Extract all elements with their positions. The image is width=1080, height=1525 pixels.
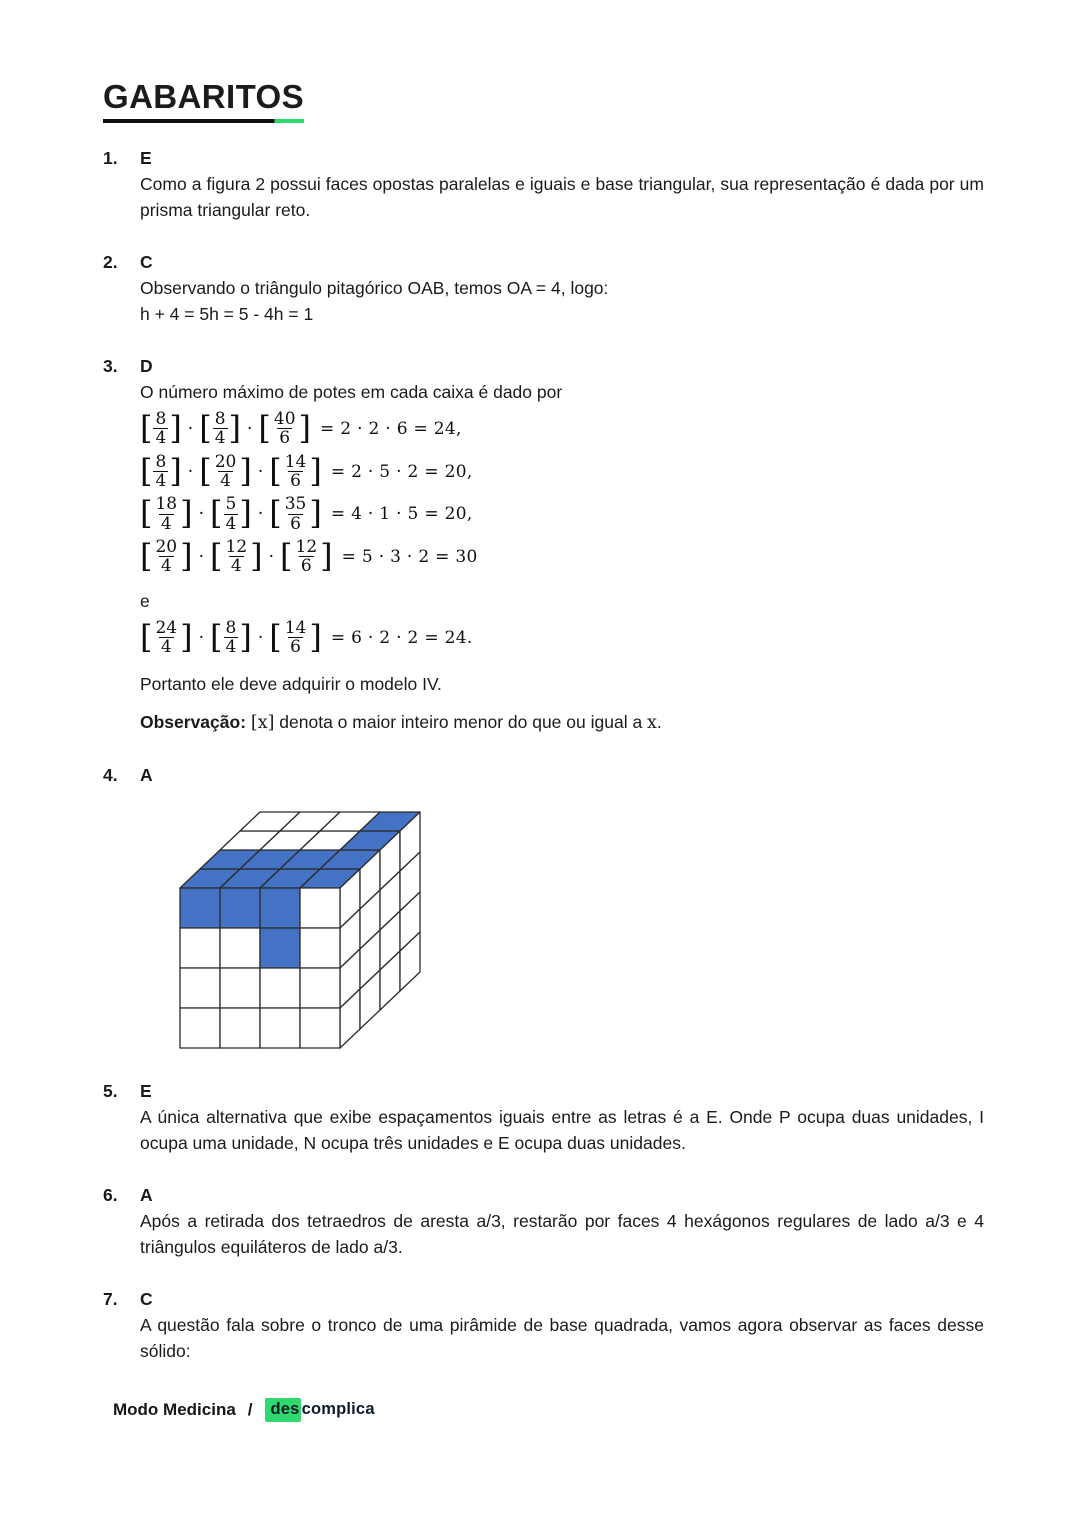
- cube-cell-front: [180, 928, 220, 968]
- fraction: [224, 538, 250, 576]
- cube-cell-front: [260, 928, 300, 968]
- cube-cell-front: [300, 968, 340, 1008]
- formula-line: [140, 410, 984, 448]
- answer-letter: C: [140, 1288, 153, 1309]
- multiplication-dot: ·: [257, 627, 264, 648]
- floor-bracket-open: [: [269, 617, 282, 656]
- numerator: 14: [284, 617, 307, 638]
- answer-item-6: [103, 1182, 984, 1260]
- answer-item-7: [103, 1286, 984, 1364]
- cube-cell-front: [180, 888, 220, 928]
- denominator: 4: [220, 471, 231, 492]
- fraction: [283, 453, 309, 491]
- answer-letter: C: [140, 251, 153, 272]
- floor-bracket-close: ]: [239, 451, 252, 490]
- cube-cell-front: [220, 928, 260, 968]
- denominator: 4: [160, 637, 172, 658]
- note-label: Observação:: [140, 711, 247, 732]
- cube-cell-front: [300, 1008, 340, 1048]
- fraction: [153, 619, 179, 657]
- cube-figure: [168, 800, 984, 1052]
- fraction: [153, 410, 168, 448]
- floor-bracket-close: ]: [320, 536, 333, 575]
- denominator: 6: [290, 637, 301, 658]
- denominator: 4: [160, 556, 172, 577]
- item-number: 1.: [103, 147, 118, 168]
- footer-separator: /: [247, 1400, 253, 1419]
- numerator: 8: [155, 408, 167, 429]
- floor-bracket-open: [: [258, 408, 271, 447]
- cube-cell-front: [300, 928, 340, 968]
- cube-figure-svg: [168, 800, 432, 1052]
- formula-line: [140, 619, 984, 657]
- answer-letter: A: [140, 764, 153, 785]
- cube-cell-front: [220, 968, 260, 1008]
- floor-bracket-open: [: [140, 536, 153, 575]
- denominator: 6: [279, 428, 291, 449]
- numerator: 35: [284, 494, 307, 515]
- floor-bracket-close: ]: [239, 617, 252, 656]
- formula-line: [140, 453, 984, 491]
- denominator: 4: [155, 471, 167, 492]
- denominator: 6: [290, 471, 301, 492]
- numerator: 8: [214, 408, 226, 429]
- fraction: [153, 495, 179, 533]
- floor-bracket-open: [: [140, 494, 153, 533]
- numerator: 20: [155, 537, 178, 558]
- cube-cell-front: [220, 1008, 260, 1048]
- answer-letter: A: [140, 1184, 153, 1205]
- item-number: 4.: [103, 764, 118, 785]
- numerator: 8: [155, 451, 167, 472]
- denominator: 4: [155, 428, 167, 449]
- numerator: 18: [155, 494, 178, 515]
- denominator: 4: [160, 513, 172, 534]
- formula-result: = 5 · 3 · 2 = 30: [341, 546, 478, 567]
- formula-list-final: [140, 619, 984, 657]
- floor-bracket-close: ]: [309, 494, 322, 533]
- note-text: denota o maior inteiro menor do que ou igual a: [274, 711, 648, 732]
- multiplication-dot: ·: [198, 546, 205, 567]
- floor-bracket-close: ]: [228, 408, 241, 447]
- formula-line: [140, 538, 984, 576]
- denominator: 6: [300, 556, 312, 577]
- floor-bracket-close: ]: [169, 408, 182, 447]
- fraction: [153, 453, 168, 491]
- cube-cell-front: [260, 888, 300, 928]
- answer-item-3: [103, 353, 984, 736]
- answer-letter: E: [140, 147, 152, 168]
- denominator: 4: [225, 513, 237, 534]
- page-footer: [113, 1398, 375, 1422]
- floor-bracket-close: ]: [180, 536, 193, 575]
- fraction: [224, 619, 239, 657]
- note-floor-x: [x]: [250, 712, 275, 733]
- item-number: 3.: [103, 355, 118, 376]
- floor-bracket-open: [: [210, 617, 223, 656]
- numerator: 20: [214, 451, 237, 472]
- multiplication-dot: ·: [247, 418, 253, 439]
- denominator: 4: [230, 556, 242, 577]
- floor-bracket-close: ]: [309, 617, 322, 656]
- answer-letter: E: [140, 1080, 152, 1101]
- floor-bracket-open: [: [210, 536, 223, 575]
- fraction: [224, 495, 239, 533]
- multiplication-dot: ·: [268, 546, 275, 567]
- fraction: [272, 410, 298, 448]
- floor-bracket-close: ]: [250, 536, 263, 575]
- numerator: 8: [225, 617, 237, 638]
- formula-result: = 2 · 5 · 2 = 20,: [330, 461, 473, 482]
- descomplica-logo: [265, 1398, 375, 1422]
- floor-bracket-open: [: [280, 536, 293, 575]
- cube-cell-front: [260, 1008, 300, 1048]
- fraction: [153, 538, 179, 576]
- conclusion-text: Portanto ele deve adquirir o modelo IV.: [140, 673, 442, 694]
- page-title: GABARITOS: [103, 78, 304, 123]
- item-equation-line: h + 4 = 5h = 5 - 4h = 1: [140, 303, 314, 324]
- floor-bracket-open: [: [199, 408, 212, 447]
- numerator: 40: [273, 408, 296, 429]
- item-paragraph: Como a figura 2 possui faces opostas paralelas e iguais e base triangular, sua representação é dada por um prisma triangular reto.: [140, 173, 984, 220]
- item-paragraph: Após a retirada dos tetraedros de aresta a/3, restarão por faces 4 hexágonos regulares de lado a/3 e 4 triângulos equiláteros de lado a/3.: [140, 1210, 984, 1257]
- connector-text: e: [140, 590, 150, 611]
- floor-bracket-open: [: [269, 494, 282, 533]
- floor-bracket-open: [: [140, 408, 153, 447]
- item-paragraph: O número máximo de potes em cada caixa é dado por: [140, 381, 563, 402]
- floor-bracket-open: [: [269, 451, 282, 490]
- fraction: [213, 410, 228, 448]
- floor-bracket-open: [: [210, 494, 223, 533]
- note-period: .: [656, 711, 662, 732]
- footer-brand: Modo Medicina: [113, 1400, 236, 1419]
- numerator: 14: [284, 451, 307, 472]
- floor-bracket-open: [: [140, 617, 153, 656]
- multiplication-dot: ·: [257, 461, 264, 482]
- logo-des-mark: des: [265, 1398, 301, 1422]
- multiplication-dot: ·: [187, 418, 194, 439]
- cube-cell-front: [260, 968, 300, 1008]
- logo-text: complica: [301, 1400, 375, 1418]
- numerator: 24: [155, 617, 178, 638]
- answer-item-2: [103, 249, 984, 327]
- formula-result: = 6 · 2 · 2 = 24.: [330, 627, 473, 648]
- floor-bracket-open: [: [140, 451, 153, 490]
- floor-bracket-close: ]: [180, 494, 193, 533]
- formula-line: [140, 495, 984, 533]
- denominator: 6: [290, 513, 301, 534]
- answer-item-5: [103, 1078, 984, 1156]
- observation-note: [140, 709, 984, 736]
- numerator: 12: [295, 537, 318, 558]
- item-paragraph: Observando o triângulo pitagórico OAB, temos OA = 4, logo:: [140, 277, 609, 298]
- item-paragraph: A questão fala sobre o tronco de uma pirâmide de base quadrada, vamos agora observar as faces desse sólido:: [140, 1314, 984, 1361]
- item-number: 6.: [103, 1184, 118, 1205]
- floor-bracket-open: [: [199, 451, 212, 490]
- floor-bracket-close: ]: [309, 451, 322, 490]
- note-x: x: [647, 712, 657, 733]
- floor-bracket-close: ]: [298, 408, 312, 447]
- numerator: 12: [225, 537, 248, 558]
- answer-item-1: [103, 145, 984, 223]
- fraction: [213, 453, 239, 491]
- floor-bracket-close: ]: [180, 617, 193, 656]
- multiplication-dot: ·: [198, 627, 205, 648]
- cube-cell-front: [180, 968, 220, 1008]
- denominator: 4: [225, 637, 237, 658]
- item-paragraph: A única alternativa que exibe espaçamentos iguais entre as letras é a E. Onde P ocupa duas unidades, I ocupa uma unidade, N ocupa três unidades e E ocupa duas unidades.: [140, 1106, 984, 1153]
- multiplication-dot: ·: [257, 504, 264, 525]
- cube-cell-front: [220, 888, 260, 928]
- answer-letter: D: [140, 355, 153, 376]
- item-number: 2.: [103, 251, 118, 272]
- cube-cell-front: [300, 888, 340, 928]
- multiplication-dot: ·: [198, 504, 205, 525]
- numerator: 5: [225, 494, 237, 515]
- denominator: 4: [214, 428, 226, 449]
- floor-bracket-close: ]: [169, 451, 182, 490]
- formula-result: = 2 · 2 · 6 = 24,: [320, 418, 462, 439]
- formula-list: [140, 410, 984, 576]
- answer-item-4: [103, 762, 984, 1052]
- fraction: [294, 538, 320, 576]
- formula-result: = 4 · 1 · 5 = 20,: [330, 504, 473, 525]
- multiplication-dot: ·: [187, 461, 194, 482]
- floor-bracket-close: ]: [239, 494, 252, 533]
- fraction: [283, 619, 309, 657]
- fraction: [283, 495, 309, 533]
- cube-cell-front: [180, 1008, 220, 1048]
- item-number: 7.: [103, 1288, 118, 1309]
- item-number: 5.: [103, 1080, 118, 1101]
